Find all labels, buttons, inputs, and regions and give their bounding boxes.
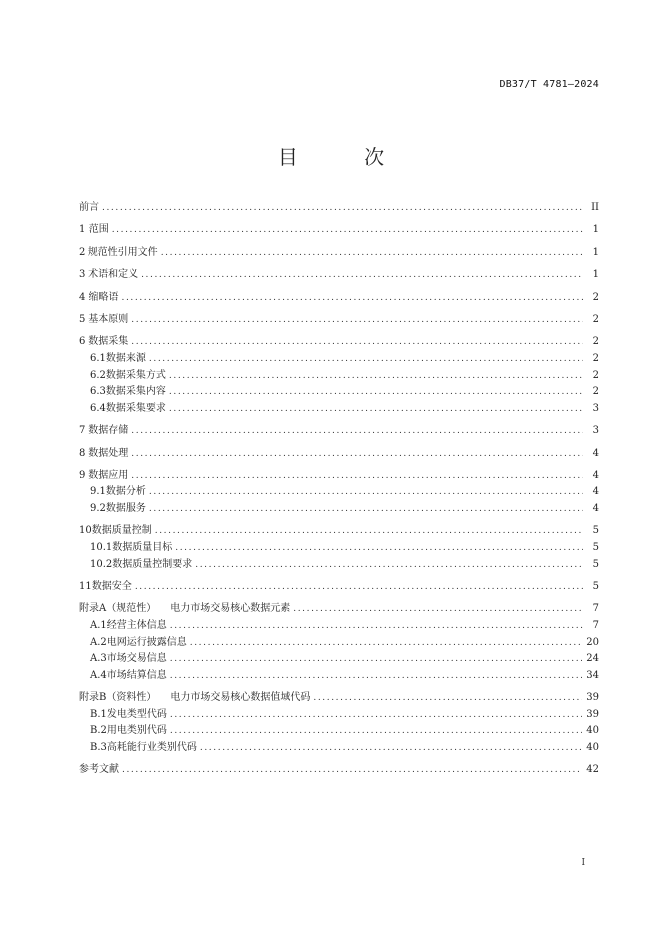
toc-entry-page: 4 — [592, 447, 599, 459]
toc-entry-label: 范围 — [88, 224, 109, 236]
toc-entry-page: 42 — [586, 764, 599, 776]
toc-entry-page: 1 — [592, 246, 599, 258]
toc-entry-label: 经营主体信息 — [106, 620, 167, 632]
toc-dot-leader — [170, 723, 582, 740]
toc-entry[interactable] — [79, 601, 599, 618]
toc-entry[interactable] — [79, 446, 599, 463]
toc-entry-page: II — [591, 202, 599, 213]
toc-entry-number: 9.1 — [90, 486, 106, 498]
toc-entry[interactable] — [79, 468, 599, 485]
toc-entry-label: 数据存储 — [88, 425, 129, 437]
toc-entry[interactable] — [79, 312, 599, 329]
toc-entry[interactable] — [79, 290, 599, 307]
toc-dot-leader — [170, 651, 583, 668]
toc-entry-label: 基本原则 — [88, 313, 129, 325]
toc-entry[interactable] — [79, 200, 599, 217]
toc-entry-number: 5 — [79, 313, 86, 325]
toc-entry-page: 34 — [586, 669, 599, 681]
toc-dot-leader — [155, 523, 583, 540]
toc-entry-label: 数据采集方式 — [105, 369, 166, 381]
toc-dot-leader — [170, 707, 582, 724]
table-of-contents — [79, 200, 599, 779]
toc-entry-page: 5 — [592, 525, 599, 537]
toc-entry[interactable] — [79, 707, 599, 724]
toc-entry-number: 6.2 — [90, 369, 106, 381]
toc-entry[interactable] — [79, 484, 599, 501]
toc-entry-label: 市场结算信息 — [106, 669, 167, 681]
toc-dot-leader — [169, 368, 583, 385]
toc-dot-leader — [190, 635, 583, 652]
toc-entry-page: 7 — [592, 620, 599, 632]
toc-entry-label: 电网运行披露信息 — [106, 636, 187, 648]
toc-dot-leader — [170, 668, 583, 685]
toc-entry-number: 4 — [79, 291, 86, 303]
toc-entry-page: 1 — [592, 224, 599, 236]
toc-entry-page: 3 — [592, 402, 599, 414]
toc-entry-number: A.3 — [90, 653, 107, 665]
toc-entry-label: 数据应用 — [88, 469, 129, 481]
toc-dot-leader — [195, 557, 583, 574]
toc-entry[interactable] — [79, 740, 599, 757]
toc-entry-number: 附录B（资料性） — [79, 692, 157, 704]
toc-entry-label: 市场交易信息 — [106, 653, 167, 665]
toc-entry[interactable] — [79, 334, 599, 351]
toc-entry[interactable] — [79, 668, 599, 685]
toc-entry-label: 电力市场交易核心数据值域代码 — [170, 692, 311, 704]
toc-dot-leader — [200, 740, 582, 757]
toc-entry-page: 7 — [592, 603, 599, 615]
toc-entry-label: 数据服务 — [105, 503, 146, 515]
toc-entry-page: 5 — [592, 581, 599, 593]
toc-entry[interactable] — [79, 651, 599, 668]
toc-dot-leader — [131, 423, 583, 440]
toc-entry-number: 附录A（规范性） — [79, 603, 157, 615]
toc-entry[interactable] — [79, 423, 599, 440]
toc-entry-label: 用电类别代码 — [106, 725, 167, 737]
toc-dot-leader — [169, 384, 583, 401]
toc-entry-label: 数据来源 — [105, 352, 146, 364]
toc-entry-number: B.2 — [90, 725, 107, 737]
toc-entry-label: 数据采集内容 — [105, 386, 166, 398]
toc-entry-number: A.4 — [90, 669, 107, 681]
toc-entry[interactable] — [79, 368, 599, 385]
toc-entry-number: B.3 — [90, 741, 107, 753]
toc-dot-leader — [112, 222, 583, 239]
toc-entry[interactable] — [79, 635, 599, 652]
toc-entry-page: 20 — [586, 636, 599, 648]
toc-entry-number: B.1 — [90, 708, 107, 720]
toc-dot-leader — [175, 540, 583, 557]
toc-entry-number: 11 — [79, 581, 92, 593]
toc-dot-leader — [102, 200, 583, 217]
toc-entry-number: A.2 — [90, 636, 107, 648]
toc-entry[interactable] — [79, 222, 599, 239]
toc-entry-page: 40 — [586, 725, 599, 737]
toc-entry-page: 4 — [592, 503, 599, 515]
toc-entry-page: 2 — [592, 386, 599, 398]
toc-entry-number: 6.4 — [90, 402, 106, 414]
toc-entry-label: 参考文献 — [79, 764, 119, 776]
toc-entry-page: 1 — [592, 269, 599, 281]
toc-entry[interactable] — [79, 523, 599, 540]
toc-dot-leader — [170, 618, 583, 635]
toc-entry-label: 缩略语 — [88, 291, 119, 303]
toc-entry-label: 数据质量控制 — [91, 525, 152, 537]
toc-entry[interactable] — [79, 557, 599, 574]
toc-entry-page: 3 — [592, 425, 599, 437]
toc-dot-leader — [149, 501, 583, 518]
toc-entry-number: 9 — [79, 469, 86, 481]
document-code: DB37/T 4781—2024 — [499, 79, 599, 90]
toc-entry-number: 10.1 — [90, 542, 113, 554]
toc-entry-page: 39 — [586, 708, 599, 720]
toc-entry-label: 高耗能行业类别代码 — [106, 741, 197, 753]
toc-entry-number: 2 — [79, 246, 86, 258]
toc-entry[interactable] — [79, 245, 599, 262]
toc-dot-leader — [149, 351, 583, 368]
toc-entry-page: 5 — [592, 558, 599, 570]
toc-dot-leader — [293, 601, 583, 618]
toc-dot-leader — [169, 401, 583, 418]
toc-entry-number: 10.2 — [90, 558, 113, 570]
toc-dot-leader — [313, 690, 582, 707]
toc-dot-leader — [135, 579, 583, 596]
toc-entry[interactable] — [79, 267, 599, 284]
toc-entry[interactable] — [79, 579, 599, 596]
toc-dot-leader — [131, 334, 583, 351]
toc-entry-label: 前言 — [79, 202, 99, 213]
toc-entry-label: 电力市场交易核心数据元素 — [170, 603, 291, 615]
toc-dot-leader — [122, 762, 582, 779]
toc-entry-label: 规范性引用文件 — [87, 246, 158, 258]
toc-dot-leader — [161, 245, 583, 262]
toc-entry[interactable] — [79, 351, 599, 368]
toc-entry-page: 2 — [592, 352, 599, 364]
toc-entry-label: 发电类型代码 — [106, 708, 167, 720]
toc-entry-number: 6 — [79, 336, 86, 348]
toc-dot-leader — [131, 446, 583, 463]
toc-dot-leader — [141, 267, 583, 284]
toc-entry-page: 40 — [586, 741, 599, 753]
toc-entry-label: 数据采集要求 — [105, 402, 166, 414]
toc-entry-number: 3 — [79, 269, 86, 281]
toc-dot-leader — [131, 312, 583, 329]
toc-entry[interactable] — [79, 384, 599, 401]
toc-entry-label: 数据处理 — [88, 447, 129, 459]
toc-entry-number: 1 — [79, 224, 86, 236]
toc-entry-page: 24 — [586, 653, 599, 665]
toc-entry-label: 数据采集 — [88, 336, 129, 348]
toc-entry-page: 5 — [592, 542, 599, 554]
toc-dot-leader — [122, 290, 584, 307]
toc-entry-number: 6.3 — [90, 386, 106, 398]
toc-entry-number: 9.2 — [90, 503, 106, 515]
page-number: I — [581, 858, 585, 868]
toc-entry[interactable] — [79, 618, 599, 635]
toc-entry-label: 术语和定义 — [88, 269, 139, 281]
toc-entry[interactable] — [79, 540, 599, 557]
toc-entry-number: 7 — [79, 425, 86, 437]
toc-entry-number: 10 — [79, 525, 92, 537]
toc-entry[interactable] — [79, 401, 599, 418]
toc-entry-page: 2 — [592, 291, 599, 303]
toc-entry[interactable] — [79, 762, 599, 779]
toc-entry-page: 39 — [586, 692, 599, 704]
toc-title: 目 次 — [277, 145, 415, 169]
toc-entry-page: 4 — [592, 469, 599, 481]
toc-entry-number: 8 — [79, 447, 86, 459]
toc-entry-page: 2 — [592, 336, 599, 348]
toc-entry-label: 数据分析 — [105, 486, 146, 498]
toc-entry[interactable] — [79, 690, 599, 707]
toc-entry-label: 数据安全 — [91, 581, 132, 593]
toc-entry[interactable] — [79, 501, 599, 518]
toc-dot-leader — [131, 468, 583, 485]
toc-dot-leader — [149, 484, 583, 501]
toc-entry-label: 数据质量目标 — [112, 542, 173, 554]
toc-entry-label: 数据质量控制要求 — [112, 558, 193, 570]
toc-entry-page: 4 — [592, 486, 599, 498]
toc-entry-page: 2 — [592, 313, 599, 325]
toc-entry[interactable] — [79, 723, 599, 740]
toc-entry-number: A.1 — [90, 620, 107, 632]
toc-entry-number: 6.1 — [90, 352, 106, 364]
toc-entry-page: 2 — [592, 369, 599, 381]
